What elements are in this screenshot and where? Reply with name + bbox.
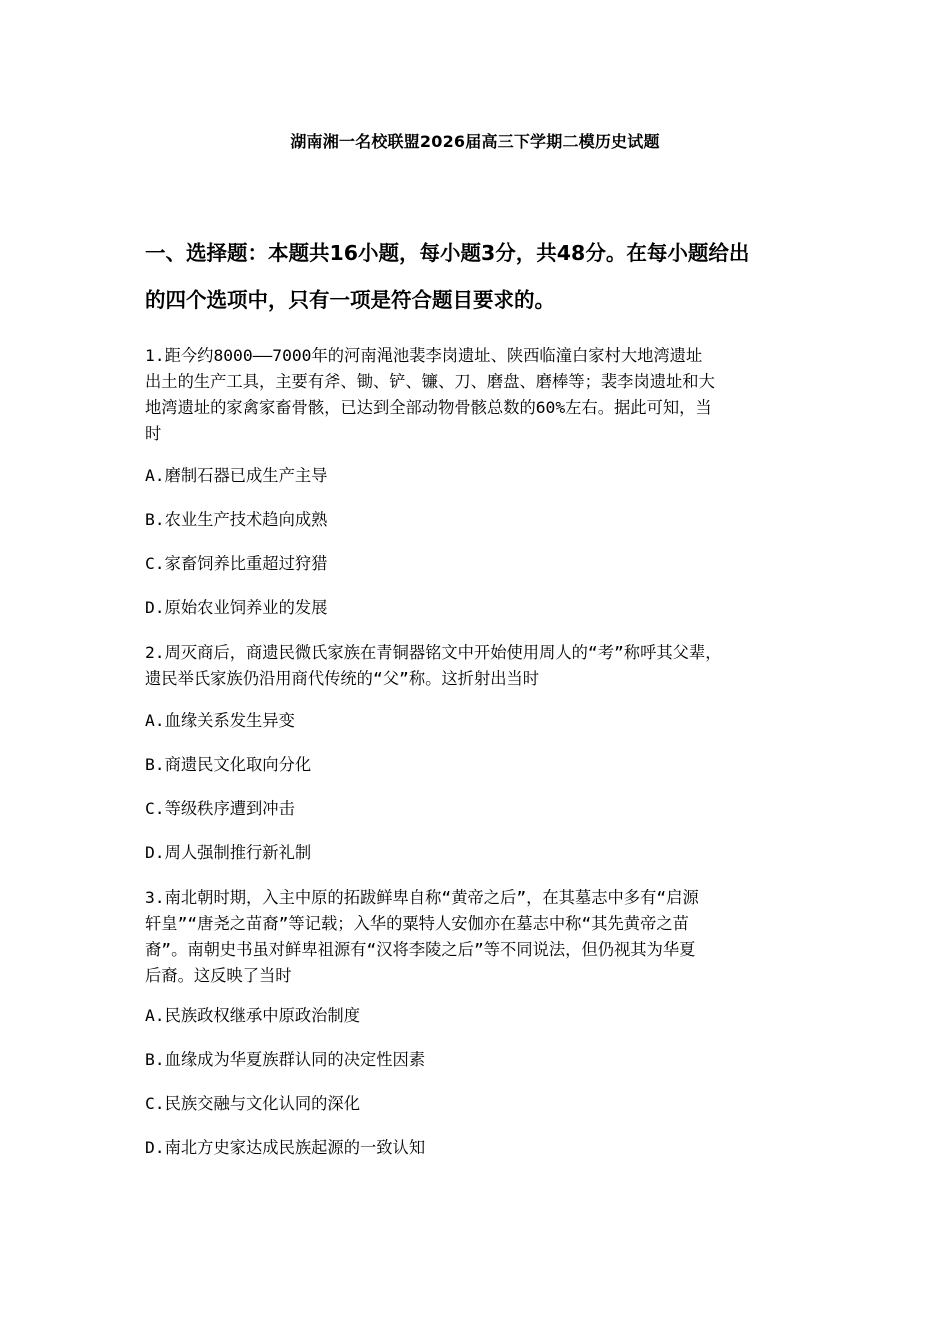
question-3-stem [145,885,813,989]
question-3-option-c: C.民族交融与文化认同的深化 [145,1094,360,1113]
question-1-option-a: A.磨制石器已成生产主导 [145,466,328,485]
question-2-option-a: A.血缘关系发生异变 [145,711,295,730]
question-1-stem-line: 1.距今约8000——7000年的河南渑池裴李岗遗址、陕西临潼白家村大地湾遗址 [145,346,703,365]
question-3-option-d: D.南北方史家达成民族起源的一致认知 [145,1138,426,1157]
question-1-stem-line: 地湾遗址的家禽家畜骨骸，已达到全部动物骨骸总数的60%左右。据此可知，当 [145,398,712,417]
question-2-option-c: C.等级秩序遭到冲击 [145,799,295,818]
question-3-stem-line: 裔”。南朝史书虽对鲜卑祖源有“汉将李陵之后”等不同说法，但仍视其为华夏 [145,940,696,959]
page-title: 湖南湘一名校联盟2026届高三下学期二模历史试题 [290,132,660,151]
question-3-stem-line: 后裔。这反映了当时 [145,966,292,985]
question-1-stem [145,343,813,447]
question-1-stem-line: 时 [145,424,162,443]
question-3-stem-line: 3.南北朝时期，入主中原的拓跋鲜卑自称“黄帝之后”，在其墓志中多有“启源 [145,888,699,907]
question-3-option-b: B.血缘成为华夏族群认同的决定性因素 [145,1050,426,1069]
question-2-stem-line: 2.周灭商后，商遗民微氏家族在青铜器铭文中开始使用周人的“考”称呼其父辈， [145,643,722,662]
question-2-option-b: B.商遗民文化取向分化 [145,755,312,774]
question-1-option-b: B.农业生产技术趋向成熟 [145,510,328,529]
question-3-stem-line: 轩皇”“唐尧之苗裔”等记载；入华的粟特人安伽亦在墓志中称“其先黄帝之苗 [145,914,689,933]
question-1-option-c: C.家畜饲养比重超过狩猎 [145,554,328,573]
question-1-option-d: D.原始农业饲养业的发展 [145,598,328,617]
question-2-option-d: D.周人强制推行新礼制 [145,843,312,862]
question-2-stem [145,640,813,692]
question-1-stem-line: 出土的生产工具，主要有斧、锄、铲、镰、刀、磨盘、磨棒等；裴李岗遗址和大 [145,372,715,391]
question-2-stem-line: 遗民举氏家族仍沿用商代传统的“父”称。这折射出当时 [145,669,540,688]
section-heading-line-2: 的四个选项中，只有一项是符合题目要求的。 [145,288,555,312]
section-heading-line-1: 一、选择题：本题共16小题，每小题3分，共48分。在每小题给出 [145,241,750,265]
question-3-option-a: A.民族政权继承中原政治制度 [145,1006,360,1025]
